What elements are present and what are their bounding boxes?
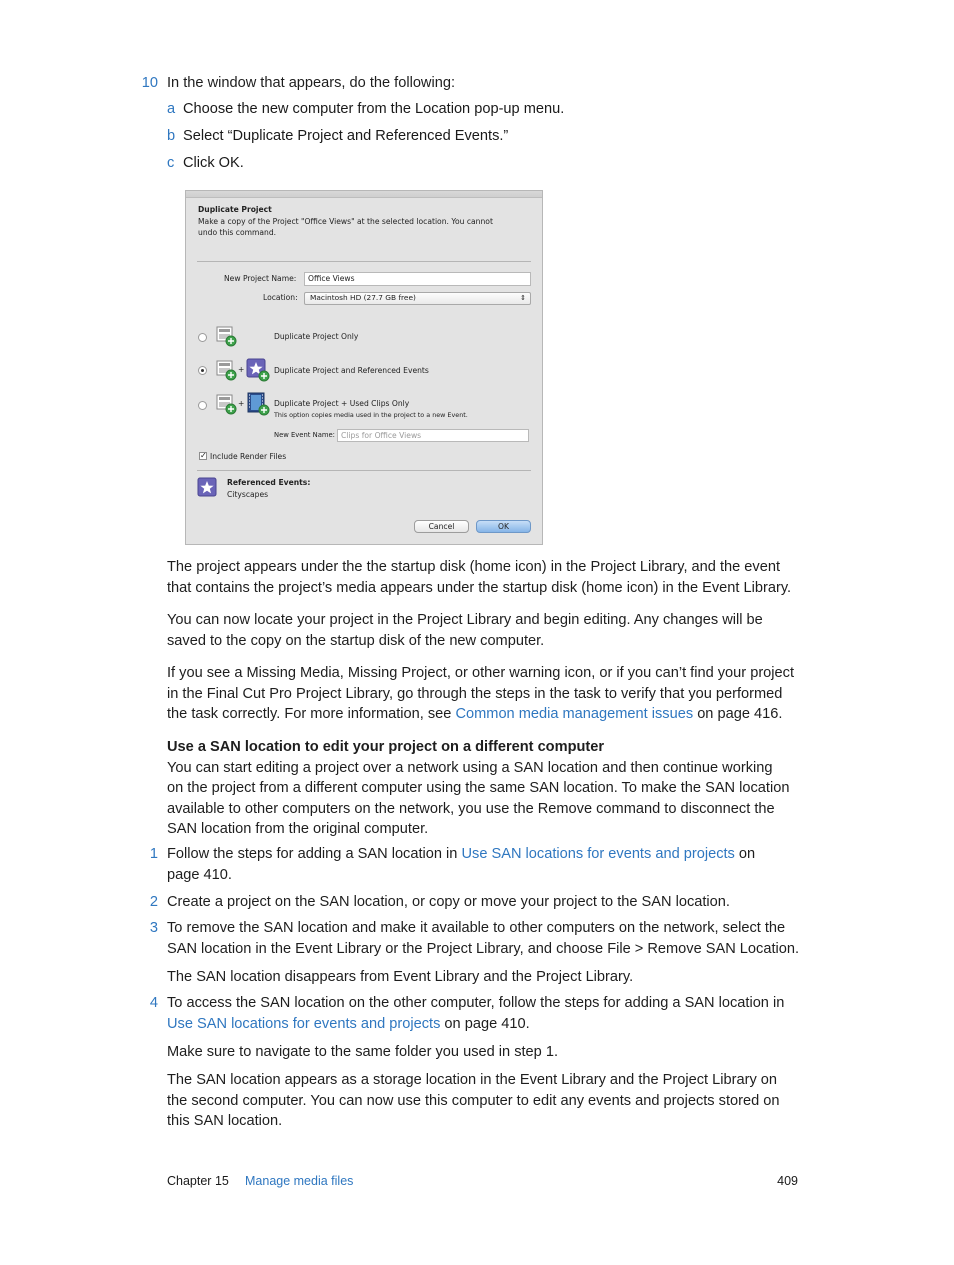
paragraph-line: SAN location in the Event Library or the Project Library, and choose File > Remove SAN Location. bbox=[167, 940, 800, 957]
footer-chapter-title-link[interactable]: Manage media files bbox=[245, 1174, 354, 1188]
paragraph-line: in the Final Cut Pro Project Library, go through the steps in the task to verify that you performed bbox=[167, 685, 783, 702]
plus-sign: + bbox=[238, 399, 245, 408]
step-text bbox=[167, 918, 807, 959]
event-star-icon bbox=[197, 477, 217, 497]
text: on bbox=[734, 846, 756, 862]
step-text: In the window that appears, do the following: bbox=[167, 75, 456, 91]
referenced-events-value: Cityscapes bbox=[227, 490, 269, 499]
paragraph-line: on the project from a different computer using the same SAN location. To make the SAN location bbox=[167, 780, 790, 797]
paragraph-line: saved to the copy on the startup disk of the new computer. bbox=[167, 632, 545, 649]
text: Follow the steps for adding a SAN location in bbox=[167, 846, 462, 862]
substep-text: Select “Duplicate Project and Referenced Events.” bbox=[183, 128, 509, 144]
option-duplicate-used-clips-label: Duplicate Project + Used Clips Only bbox=[274, 399, 410, 408]
step-result: The SAN location disappears from Event Library and the Project Library. bbox=[167, 969, 634, 985]
film-clip-icon bbox=[246, 392, 270, 416]
radio-duplicate-used-clips[interactable] bbox=[198, 401, 207, 410]
dialog-description: undo this command. bbox=[198, 228, 277, 237]
project-icon bbox=[215, 359, 237, 381]
step-number: 10 bbox=[141, 75, 158, 91]
paragraph bbox=[167, 610, 807, 651]
step-number: 3 bbox=[149, 920, 158, 936]
paragraph-line: To access the SAN location on the other computer, follow the steps for adding a SAN location in bbox=[167, 995, 785, 1011]
substep-letter: a bbox=[167, 101, 176, 117]
divider bbox=[197, 261, 531, 262]
dialog-titlebar bbox=[186, 191, 542, 198]
radio-duplicate-project-and-events[interactable] bbox=[198, 366, 207, 375]
paragraph-line bbox=[167, 704, 807, 725]
paragraph bbox=[167, 557, 807, 598]
event-name-label: New Event Name: bbox=[274, 431, 335, 439]
paragraph-line: You can now locate your project in the Project Library and begin editing. Any changes will be bbox=[167, 612, 763, 628]
paragraph-line: SAN location from the original computer. bbox=[167, 821, 429, 838]
duplicate-project-dialog bbox=[185, 190, 543, 545]
paragraph bbox=[167, 663, 807, 725]
san-locations-link[interactable]: Use SAN locations for events and projects bbox=[461, 846, 735, 862]
section-heading: Use a SAN location to edit your project on a different computer bbox=[167, 739, 605, 755]
page-number: 409 bbox=[777, 1174, 798, 1188]
location-label: Location: bbox=[263, 293, 298, 302]
paragraph-line: The SAN location appears as a storage location in the Event Library and the Project Library on bbox=[167, 1072, 778, 1088]
paragraph-line: available to other computers on the network, you use the Remove command to disconnect the bbox=[167, 800, 775, 817]
include-render-label: Include Render Files bbox=[210, 452, 287, 461]
popup-arrows-icon: ⇕ bbox=[520, 294, 526, 302]
project-name-label: New Project Name: bbox=[224, 274, 297, 283]
substep-letter: b bbox=[167, 128, 176, 144]
project-icon bbox=[215, 393, 237, 415]
cancel-button[interactable]: Cancel bbox=[414, 520, 469, 533]
substep-letter: c bbox=[167, 155, 175, 171]
project-icon bbox=[215, 325, 237, 347]
paragraph-line: The project appears under the the startup disk (home icon) in the Project Library, and the event bbox=[167, 559, 781, 575]
plus-sign: + bbox=[238, 365, 245, 374]
footer-chapter: Chapter 15 bbox=[167, 1174, 229, 1188]
ok-button[interactable]: OK bbox=[476, 520, 531, 533]
substep-text: Choose the new computer from the Location pop-up menu. bbox=[183, 101, 565, 117]
substep-text: Click OK. bbox=[183, 155, 244, 171]
dialog-title: Duplicate Project bbox=[198, 205, 272, 214]
san-locations-link[interactable]: Use SAN locations for events and projects bbox=[167, 1015, 441, 1032]
step-text bbox=[167, 844, 807, 885]
step-text bbox=[167, 993, 807, 1034]
step-text: Create a project on the SAN location, or copy or move your project to the SAN location. bbox=[167, 894, 730, 910]
divider bbox=[197, 470, 531, 471]
paragraph-line: the second computer. You can now use this computer to edit any events and projects stored on bbox=[167, 1092, 780, 1109]
paragraph-line: that contains the project’s media appears under the startup disk (home icon) in the Event Library. bbox=[167, 579, 792, 596]
paragraph-line: To remove the SAN location and make it available to other computers on the network, select the bbox=[167, 920, 786, 936]
paragraph-line: page 410. bbox=[167, 866, 232, 883]
step-number: 2 bbox=[149, 894, 158, 910]
common-media-issues-link[interactable]: Common media management issues bbox=[455, 706, 694, 723]
paragraph-line: this SAN location. bbox=[167, 1113, 283, 1130]
text: the task correctly. For more information, see bbox=[167, 706, 456, 723]
step-number: 4 bbox=[149, 995, 158, 1011]
option-duplicate-project-only-label: Duplicate Project Only bbox=[274, 332, 359, 341]
referenced-events-label: Referenced Events: bbox=[227, 478, 311, 487]
event-name-field[interactable]: Clips for Office Views bbox=[337, 429, 529, 442]
text: on page 416. bbox=[693, 706, 783, 723]
option-duplicate-project-and-events-label: Duplicate Project and Referenced Events bbox=[274, 366, 429, 375]
paragraph-line: If you see a Missing Media, Missing Project, or other warning icon, or if you can’t find your project bbox=[167, 665, 795, 681]
dialog-description: Make a copy of the Project "Office Views" at the selected location. You cannot bbox=[198, 217, 493, 226]
radio-duplicate-project-only[interactable] bbox=[198, 333, 207, 342]
step-result: Make sure to navigate to the same folder you used in step 1. bbox=[167, 1044, 559, 1060]
location-value: Macintosh HD (27.7 GB free) bbox=[310, 293, 416, 302]
step-result bbox=[167, 1070, 807, 1132]
step-number: 1 bbox=[149, 846, 158, 862]
section bbox=[167, 737, 807, 840]
text: on page 410. bbox=[440, 1015, 530, 1032]
paragraph-line: You can start editing a project over a network using a SAN location and then continue working bbox=[167, 759, 773, 776]
option-note: This option copies media used in the project to a new Event. bbox=[274, 411, 468, 419]
event-star-icon bbox=[246, 358, 270, 382]
include-render-checkbox[interactable]: ✓ bbox=[200, 451, 207, 460]
location-popup[interactable] bbox=[304, 292, 531, 305]
project-name-field[interactable]: Office Views bbox=[304, 272, 531, 286]
